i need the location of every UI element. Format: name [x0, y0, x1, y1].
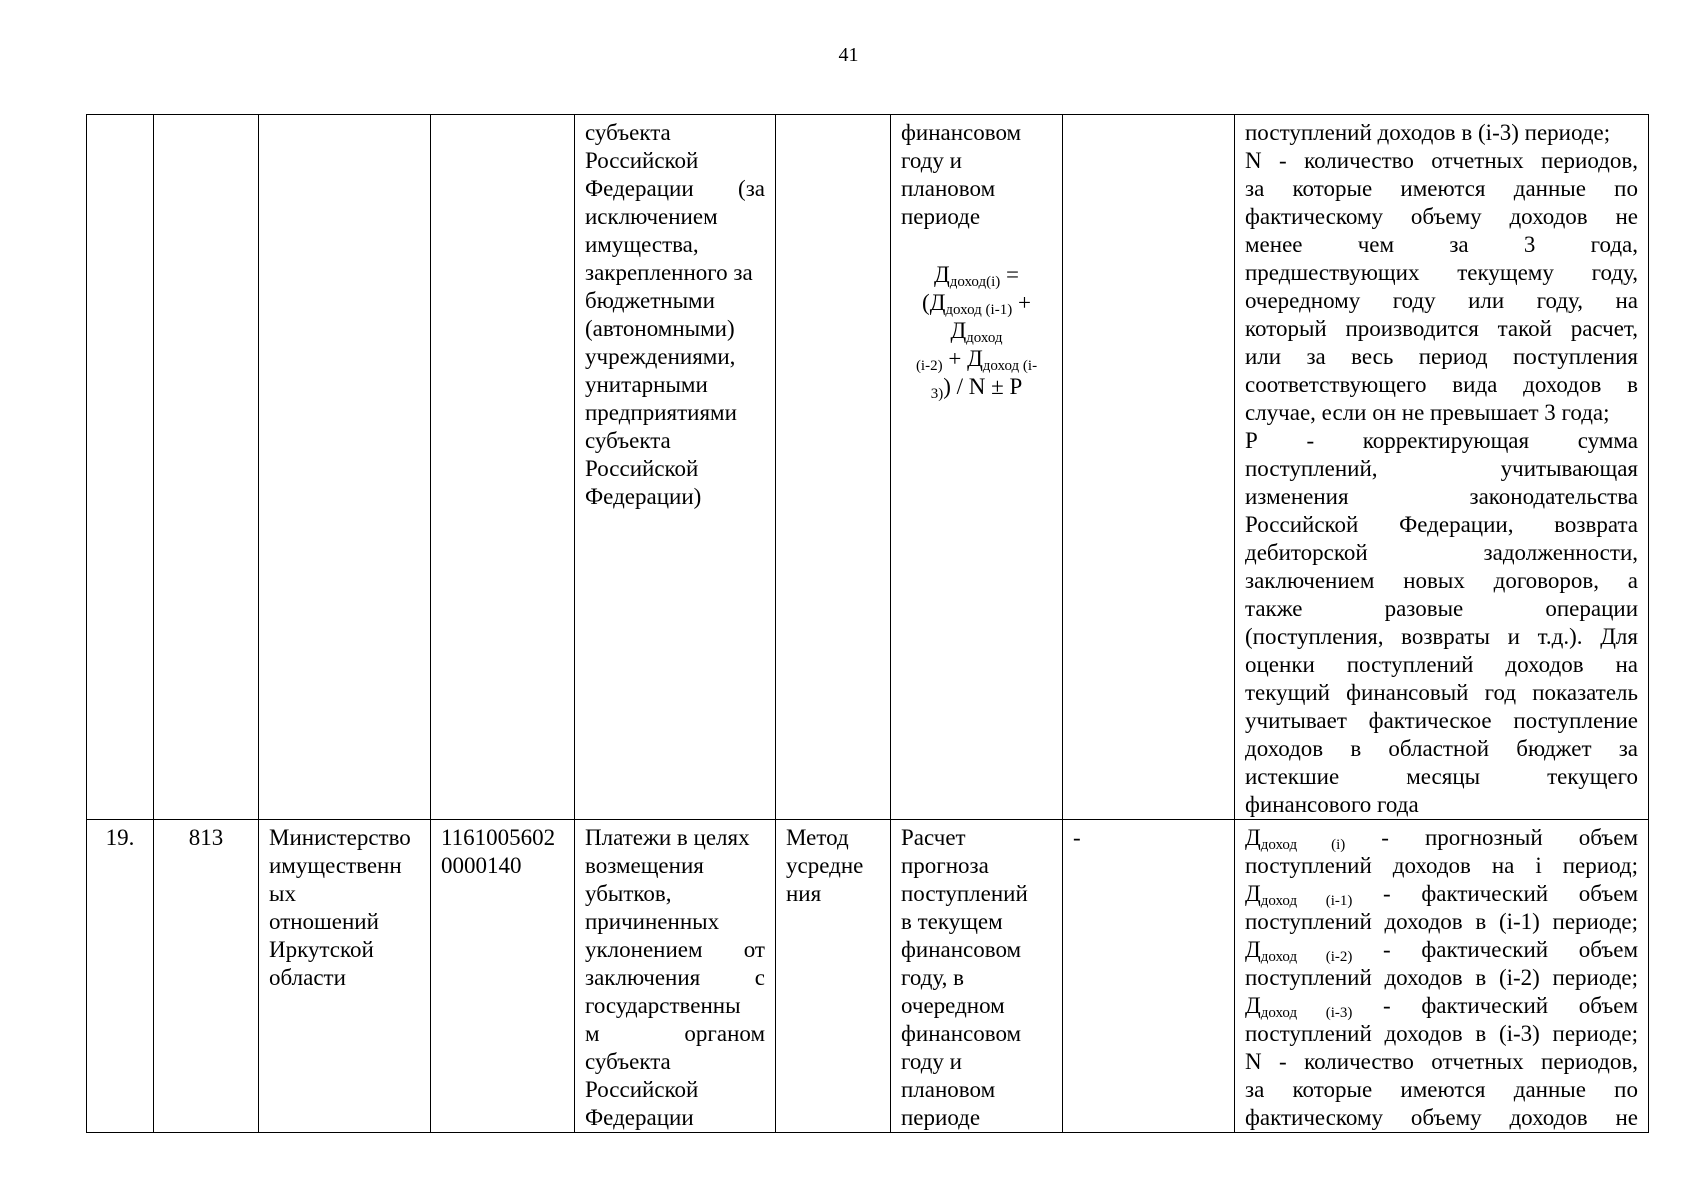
text-line: возмещения [585, 853, 704, 878]
text-line: исключением [585, 204, 718, 229]
text-line: ния [786, 881, 822, 906]
text-line: финансовом [901, 1021, 1022, 1046]
text-line: плановом [901, 1077, 996, 1102]
text-line: дебиторской задолженности, [1245, 540, 1638, 565]
text-line: поступлений, учитывающая [1245, 456, 1638, 481]
text-line: убытков, [585, 881, 672, 906]
text-line: Метод [786, 825, 849, 850]
text-line: Федерации (за [585, 176, 765, 201]
text-line: предшествующих текущему году, [1245, 260, 1638, 285]
text-line: текущий финансовый год показатель [1245, 680, 1638, 705]
text-line: Расчет [901, 825, 966, 850]
text-line: учитывает фактическое поступление [1245, 708, 1638, 733]
cell-calc-description [891, 115, 1063, 820]
text-line: году, в [901, 965, 964, 990]
cell-payment-name [575, 820, 776, 1133]
forecast-method [786, 824, 880, 908]
text-line: м органом [585, 1021, 765, 1046]
text-line: Российской Федерации, возврата [1245, 512, 1638, 537]
text-line: изменения законодательства [1245, 484, 1638, 509]
text-line: усредне [786, 853, 864, 878]
text-line: имущественн [269, 853, 402, 878]
text-line: (автономными) [585, 316, 735, 341]
payment-name [585, 824, 765, 1132]
admin-code: 813 [154, 820, 259, 1133]
text-line: 1161005602 [441, 825, 556, 850]
definition-line: $Д_{доход (i-3)}$ - фактический объем [1245, 993, 1638, 1021]
budget-classification-code [441, 824, 564, 880]
text-line: соответствующего вида доходов в [1245, 372, 1638, 397]
text-line: также разовые операции [1245, 596, 1638, 621]
text-line: периоде [901, 1105, 981, 1130]
text-line: Федерации) [585, 484, 702, 509]
text-line: прогноза [901, 853, 989, 878]
revenue-methodology-table [86, 114, 1649, 1133]
cell-kbk [431, 820, 575, 1133]
cell-method-empty [776, 115, 891, 820]
definition-line: поступлений доходов в (i-3) периоде; [1245, 1021, 1638, 1046]
definition-line: фактическому объему доходов не [1245, 1105, 1638, 1130]
cell-ministry [259, 820, 431, 1133]
text-line: году и [901, 1049, 962, 1074]
text-line: бюджетными [585, 288, 715, 313]
text-line: 0000140 [441, 853, 522, 878]
text-line: фактическому объему доходов не [1245, 204, 1638, 229]
definition-line: $Д_{доход (i-1)}$ - фактический объем [1245, 881, 1638, 909]
cell-code-empty [154, 115, 259, 820]
definition-line: поступлений доходов в (i-2) периоде; [1245, 965, 1638, 990]
cell-variable-definitions [1235, 115, 1649, 820]
cell-definitions [1235, 820, 1649, 1133]
text-line: Иркутской [269, 937, 374, 962]
definition-line: поступлений доходов в (i-1) периоде; [1245, 909, 1638, 934]
text-line: унитарными [585, 372, 708, 397]
text-line: имущества, [585, 232, 699, 257]
text-line: учреждениями, [585, 344, 736, 369]
table-row-continued [87, 115, 1649, 820]
ministry-name [269, 824, 420, 992]
calc-description-text [901, 119, 1052, 231]
text-line: периоде [901, 204, 981, 229]
cell-ministry-empty [259, 115, 431, 820]
text-line: Российской [585, 148, 699, 173]
text-line: субъекта [585, 120, 671, 145]
calc-description [901, 824, 1052, 1132]
text-line: который производится такой расчет, [1245, 316, 1638, 341]
text-line: Российской [585, 1077, 699, 1102]
cell-num-empty [87, 115, 154, 820]
text-line: очередном [901, 993, 1005, 1018]
text-line: Федерации [585, 1105, 694, 1130]
text-line: случае, если он не превышает 3 года; [1245, 400, 1610, 425]
text-line: Р - корректирующая сумма [1245, 428, 1638, 453]
text-line: причиненных [585, 909, 720, 934]
text-line: финансовом [901, 120, 1022, 145]
text-line: финансовом [901, 937, 1022, 962]
text-line: субъекта [585, 428, 671, 453]
text-line: финансового года [1245, 792, 1419, 817]
definition-line: поступлений доходов на i период; [1245, 853, 1638, 878]
text-line: менее чем за 3 года, [1245, 232, 1638, 257]
definition-line: за которые имеются данные по [1245, 1077, 1638, 1102]
text-line: истекшие месяцы текущего [1245, 764, 1638, 789]
text-line: предприятиями [585, 400, 737, 425]
text-line: поступлений доходов в (i-3) периоде; [1245, 120, 1611, 145]
text-line: заключения с [585, 965, 765, 990]
definition-line: N - количество отчетных периодов, [1245, 1049, 1638, 1074]
cell-payment-description [575, 115, 776, 820]
cell-dash: - [1063, 820, 1235, 1133]
cell-empty [1063, 115, 1235, 820]
text-line: государственны [585, 993, 741, 1018]
text-line: субъекта [585, 1049, 671, 1074]
text-line: доходов в областной бюджет за [1245, 736, 1638, 761]
table-row-19 [87, 820, 1649, 1133]
text-line: или за весь период поступления [1245, 344, 1638, 369]
text-line: закрепленного за [585, 260, 753, 285]
text-line: заключением новых договоров, а [1245, 568, 1638, 593]
text-line: в текущем [901, 909, 1003, 934]
text-line: ых [269, 881, 296, 906]
text-line: Министерство [269, 825, 411, 850]
cell-kbk-empty [431, 115, 575, 820]
text-line: Платежи в целях [585, 825, 750, 850]
text-line: отношений [269, 909, 379, 934]
text-line: уклонением от [585, 937, 765, 962]
forecast-formula: $Д_{доход(i)}$ = ($Д_{доход (i-1)}$ + $Д_{доход}$ $_{(i-2)} + Д_{доход (i-}$ $_{3)}$) / N ± P [915, 262, 1038, 402]
payment-description-text [585, 119, 765, 511]
text-line: Российской [585, 456, 699, 481]
text-line: за которые имеются данные по [1245, 176, 1638, 201]
text-line: плановом [901, 176, 996, 201]
text-line: очередному году или году, на [1245, 288, 1638, 313]
definition-line: $Д_{доход (i-2)}$ - фактический объем [1245, 937, 1638, 965]
row-number: 19. [87, 820, 154, 1133]
text-line: (поступления, возвраты и т.д.). Для [1245, 624, 1638, 649]
definition-line: $Д_{доход (i)}$ - прогнозный объем [1245, 825, 1639, 853]
text-line: области [269, 965, 346, 990]
cell-calc [891, 820, 1063, 1133]
text-line: оценки поступлений доходов на [1245, 652, 1638, 677]
text-line: поступлений [901, 881, 1028, 906]
page-number: 41 [838, 44, 859, 66]
text-line: году и [901, 148, 962, 173]
text-line: N - количество отчетных периодов, [1245, 148, 1638, 173]
variable-definitions [1245, 824, 1638, 1132]
variable-definitions-text [1245, 119, 1638, 819]
cell-method [776, 820, 891, 1133]
